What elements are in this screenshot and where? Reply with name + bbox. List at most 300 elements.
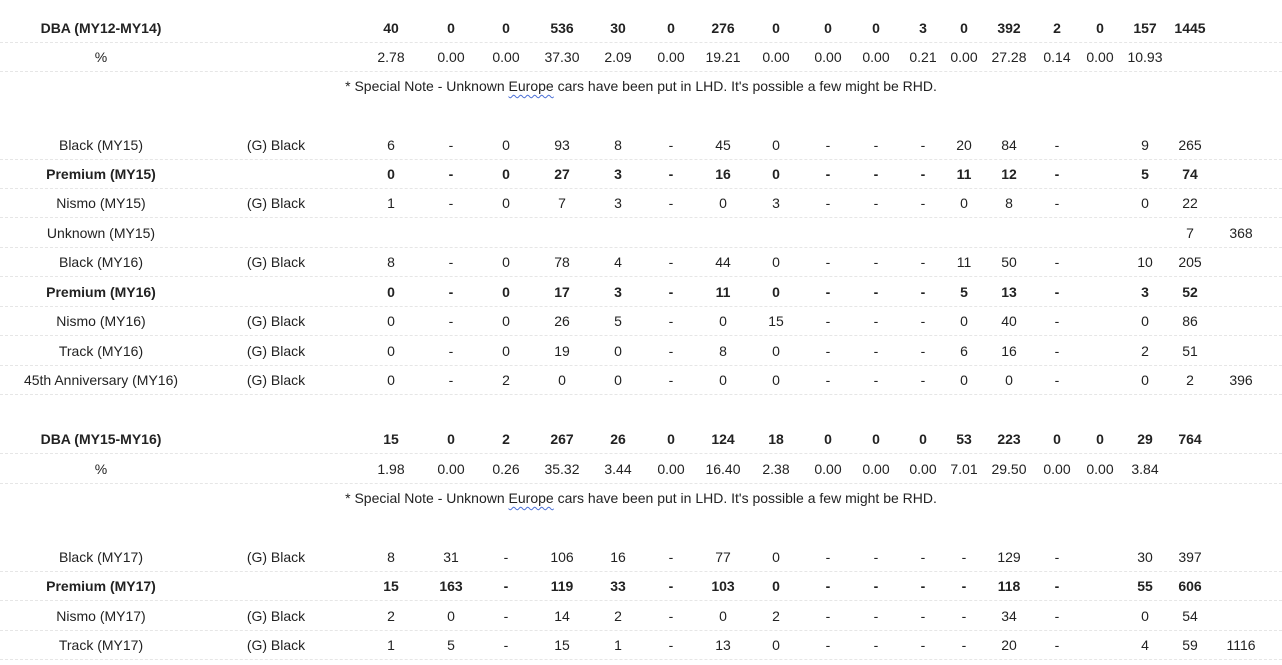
table-cell[interactable]: -: [825, 372, 831, 388]
table-cell[interactable]: 26: [554, 313, 570, 329]
table-cell[interactable]: 0: [772, 343, 780, 359]
table-cell[interactable]: [1216, 160, 1266, 189]
table-cell[interactable]: -: [825, 313, 831, 329]
table-cell[interactable]: 0: [387, 372, 395, 388]
table-cell[interactable]: 8: [1005, 195, 1013, 211]
table-cell[interactable]: 11: [956, 166, 972, 182]
table-cell[interactable]: 16.40: [705, 461, 741, 477]
table-cell[interactable]: Track (MY17): [58, 637, 144, 653]
table-cell[interactable]: 0: [1096, 20, 1104, 36]
table-cell[interactable]: -: [873, 549, 879, 565]
table-cell[interactable]: 0: [447, 608, 455, 624]
table-cell[interactable]: 3: [614, 284, 622, 300]
table-cell[interactable]: 51: [1182, 343, 1198, 359]
table-cell[interactable]: [1080, 189, 1120, 218]
table-cell[interactable]: 9: [1141, 137, 1149, 153]
table-cell[interactable]: 0: [772, 254, 780, 270]
table-cell[interactable]: 396: [1229, 372, 1253, 388]
table-cell[interactable]: -: [1054, 372, 1060, 388]
table-cell[interactable]: -: [448, 254, 454, 270]
table-cell[interactable]: 0: [960, 20, 968, 36]
table-cell[interactable]: 0: [719, 372, 727, 388]
table-cell[interactable]: -: [920, 284, 926, 300]
table-cell[interactable]: 124: [711, 431, 735, 447]
table-cell[interactable]: 368: [1229, 225, 1253, 241]
table-cell[interactable]: -: [503, 578, 509, 594]
table-cell[interactable]: 0.00: [1086, 49, 1114, 65]
table-cell[interactable]: -: [448, 372, 454, 388]
table-cell[interactable]: -: [873, 608, 879, 624]
table-cell[interactable]: 35.32: [544, 461, 580, 477]
table-cell[interactable]: 0.00: [909, 461, 937, 477]
table-cell[interactable]: (G) Black: [246, 137, 306, 153]
table-cell[interactable]: -: [825, 254, 831, 270]
table-cell[interactable]: (G) Black: [246, 372, 306, 388]
table-cell[interactable]: -: [873, 372, 879, 388]
table-cell[interactable]: [221, 160, 331, 189]
table-cell[interactable]: 764: [1178, 431, 1202, 447]
table-cell[interactable]: -: [920, 637, 926, 653]
table-cell[interactable]: 1116: [1226, 637, 1256, 653]
table-cell[interactable]: 0: [614, 372, 622, 388]
table-cell[interactable]: -: [668, 637, 674, 653]
table-cell[interactable]: 0: [719, 195, 727, 211]
table-cell[interactable]: 13: [715, 637, 731, 653]
table-cell[interactable]: 3.84: [1131, 461, 1159, 477]
table-cell[interactable]: 0: [772, 549, 780, 565]
table-cell[interactable]: [853, 219, 899, 248]
table-cell[interactable]: 0: [502, 254, 510, 270]
table-cell[interactable]: Nismo (MY17): [56, 608, 146, 624]
table-cell[interactable]: -: [448, 166, 454, 182]
table-cell[interactable]: 0: [1053, 431, 1061, 447]
table-cell[interactable]: [1216, 14, 1266, 43]
table-cell[interactable]: 77: [715, 549, 731, 565]
table-cell[interactable]: 2: [502, 431, 510, 447]
table-cell[interactable]: -: [448, 284, 454, 300]
table-cell[interactable]: 3: [919, 20, 927, 36]
table-cell[interactable]: 7: [1186, 225, 1194, 241]
table-cell[interactable]: 606: [1178, 578, 1202, 594]
table-cell[interactable]: -: [448, 313, 454, 329]
table-cell[interactable]: 0: [772, 372, 780, 388]
table-cell[interactable]: -: [1054, 166, 1060, 182]
table-cell[interactable]: 392: [997, 20, 1021, 36]
table-cell[interactable]: 163: [439, 578, 463, 594]
table-cell[interactable]: 8: [387, 254, 395, 270]
table-cell[interactable]: 0.00: [1043, 461, 1071, 477]
table-cell[interactable]: 0.00: [437, 461, 465, 477]
table-cell[interactable]: 0: [1141, 608, 1149, 624]
table-cell[interactable]: 0: [502, 284, 510, 300]
table-cell[interactable]: 8: [719, 343, 727, 359]
table-cell[interactable]: 0: [919, 431, 927, 447]
table-cell[interactable]: 44: [715, 254, 731, 270]
table-cell[interactable]: 27: [554, 166, 570, 182]
table-cell[interactable]: 0: [502, 137, 510, 153]
table-cell[interactable]: 0: [614, 343, 622, 359]
table-cell[interactable]: 15: [554, 637, 570, 653]
table-cell[interactable]: -: [873, 343, 879, 359]
table-cell[interactable]: -: [920, 313, 926, 329]
table-cell[interactable]: [805, 219, 851, 248]
table-cell[interactable]: 84: [1001, 137, 1017, 153]
table-cell[interactable]: [1080, 131, 1120, 160]
table-cell[interactable]: 6: [387, 137, 395, 153]
table-cell[interactable]: 5: [960, 284, 968, 300]
table-cell[interactable]: 31: [443, 549, 459, 565]
table-cell[interactable]: [221, 14, 331, 43]
table-cell[interactable]: -: [825, 195, 831, 211]
table-cell[interactable]: 1: [614, 637, 622, 653]
table-cell[interactable]: [221, 278, 331, 307]
table-cell[interactable]: 0: [1141, 313, 1149, 329]
table-cell[interactable]: 0: [872, 20, 880, 36]
table-cell[interactable]: -: [1054, 549, 1060, 565]
table-cell[interactable]: 0: [387, 166, 395, 182]
table-cell[interactable]: (G) Black: [246, 637, 306, 653]
table-cell[interactable]: -: [1054, 137, 1060, 153]
table-cell[interactable]: [1168, 455, 1212, 484]
table-cell[interactable]: 15: [768, 313, 784, 329]
table-cell[interactable]: 16: [715, 166, 731, 182]
table-cell[interactable]: -: [920, 137, 926, 153]
table-cell[interactable]: -: [825, 637, 831, 653]
table-cell[interactable]: [1080, 307, 1120, 336]
table-cell[interactable]: -: [668, 313, 674, 329]
table-cell[interactable]: 119: [550, 578, 574, 594]
table-cell[interactable]: Unknown (MY15): [46, 225, 156, 241]
table-cell[interactable]: Nismo (MY15): [56, 195, 146, 211]
table-cell[interactable]: 0: [772, 578, 780, 594]
table-cell[interactable]: [1216, 131, 1266, 160]
table-cell[interactable]: %: [94, 461, 108, 477]
table-cell[interactable]: -: [668, 608, 674, 624]
table-cell[interactable]: 1: [387, 637, 395, 653]
table-cell[interactable]: [481, 219, 531, 248]
table-cell[interactable]: [1122, 219, 1168, 248]
table-cell[interactable]: 27.28: [991, 49, 1027, 65]
table-cell[interactable]: 34: [1001, 608, 1017, 624]
table-cell[interactable]: -: [920, 608, 926, 624]
table-cell[interactable]: DBA (MY12-MY14): [40, 20, 162, 36]
table-cell[interactable]: [944, 219, 984, 248]
table-cell[interactable]: 0: [447, 431, 455, 447]
table-cell[interactable]: 15: [383, 578, 399, 594]
table-cell[interactable]: 18: [768, 431, 784, 447]
table-cell[interactable]: 129: [997, 549, 1021, 565]
table-cell[interactable]: 12: [1001, 166, 1017, 182]
table-cell[interactable]: [1080, 219, 1120, 248]
table-cell[interactable]: 93: [554, 137, 570, 153]
table-cell[interactable]: 7.01: [950, 461, 978, 477]
table-cell[interactable]: 13: [1001, 284, 1017, 300]
table-cell[interactable]: (G) Black: [246, 195, 306, 211]
table-cell[interactable]: -: [873, 195, 879, 211]
table-cell[interactable]: [1080, 602, 1120, 631]
table-cell[interactable]: -: [873, 166, 879, 182]
table-cell[interactable]: 0.00: [862, 461, 890, 477]
table-cell[interactable]: 30: [1137, 549, 1153, 565]
table-cell[interactable]: 26: [610, 431, 626, 447]
table-cell[interactable]: 74: [1182, 166, 1198, 182]
table-cell[interactable]: Black (MY16): [58, 254, 144, 270]
table-cell[interactable]: Premium (MY16): [46, 284, 156, 300]
table-cell[interactable]: 14: [554, 608, 570, 624]
table-cell[interactable]: 8: [614, 137, 622, 153]
table-cell[interactable]: 3.44: [604, 461, 632, 477]
table-cell[interactable]: [221, 455, 331, 484]
table-cell[interactable]: -: [873, 637, 879, 653]
table-cell[interactable]: 15: [383, 431, 399, 447]
table-cell[interactable]: 0.26: [492, 461, 520, 477]
table-cell[interactable]: [986, 219, 1032, 248]
table-cell[interactable]: -: [920, 549, 926, 565]
table-cell[interactable]: 0.14: [1043, 49, 1071, 65]
table-cell[interactable]: -: [668, 166, 674, 182]
table-cell[interactable]: [1216, 425, 1266, 454]
table-cell[interactable]: -: [1054, 343, 1060, 359]
table-cell[interactable]: 397: [1178, 549, 1202, 565]
table-cell[interactable]: -: [668, 254, 674, 270]
table-cell[interactable]: 103: [711, 578, 735, 594]
table-cell[interactable]: [1080, 572, 1120, 601]
table-cell[interactable]: 0.00: [657, 49, 685, 65]
table-cell[interactable]: -: [448, 195, 454, 211]
table-cell[interactable]: 30: [610, 20, 626, 36]
table-cell[interactable]: -: [668, 284, 674, 300]
table-cell[interactable]: Black (MY15): [58, 137, 144, 153]
table-cell[interactable]: -: [1054, 637, 1060, 653]
table-cell[interactable]: -: [825, 166, 831, 182]
table-cell[interactable]: [1216, 543, 1266, 572]
table-cell[interactable]: 0: [667, 20, 675, 36]
table-cell[interactable]: %: [94, 49, 108, 65]
table-cell[interactable]: 0: [558, 372, 566, 388]
table-cell[interactable]: 0: [667, 431, 675, 447]
table-cell[interactable]: 40: [383, 20, 399, 36]
table-cell[interactable]: -: [920, 195, 926, 211]
table-cell[interactable]: 0: [719, 608, 727, 624]
table-cell[interactable]: -: [961, 608, 967, 624]
table-cell[interactable]: -: [873, 313, 879, 329]
table-cell[interactable]: 10: [1137, 254, 1153, 270]
table-cell[interactable]: -: [873, 578, 879, 594]
table-cell[interactable]: 2: [1186, 372, 1194, 388]
table-cell[interactable]: 55: [1137, 578, 1153, 594]
table-cell[interactable]: 3: [614, 195, 622, 211]
table-cell[interactable]: (G) Black: [246, 549, 306, 565]
table-cell[interactable]: [221, 425, 331, 454]
table-cell[interactable]: 0: [1096, 431, 1104, 447]
table-cell[interactable]: 22: [1182, 195, 1198, 211]
table-cell[interactable]: 0: [772, 166, 780, 182]
table-cell[interactable]: 0: [502, 313, 510, 329]
table-cell[interactable]: 2: [1053, 20, 1061, 36]
table-cell[interactable]: -: [920, 578, 926, 594]
table-cell[interactable]: 6: [960, 343, 968, 359]
table-cell[interactable]: -: [825, 578, 831, 594]
table-cell[interactable]: -: [1054, 254, 1060, 270]
special-note[interactable]: [0, 484, 1282, 513]
table-cell[interactable]: -: [873, 254, 879, 270]
table-cell[interactable]: -: [920, 166, 926, 182]
table-cell[interactable]: 0.00: [762, 49, 790, 65]
table-cell[interactable]: -: [668, 372, 674, 388]
table-cell[interactable]: -: [448, 137, 454, 153]
table-cell[interactable]: 2.78: [377, 49, 405, 65]
table-cell[interactable]: 0: [387, 284, 395, 300]
table-cell[interactable]: [1216, 189, 1266, 218]
table-cell[interactable]: [1080, 543, 1120, 572]
table-cell[interactable]: [1216, 43, 1266, 72]
table-cell[interactable]: [537, 219, 587, 248]
table-cell[interactable]: 2: [772, 608, 780, 624]
table-cell[interactable]: 7: [558, 195, 566, 211]
table-cell[interactable]: 0: [719, 313, 727, 329]
table-cell[interactable]: 8: [387, 549, 395, 565]
table-cell[interactable]: 2.38: [762, 461, 790, 477]
table-cell[interactable]: -: [961, 578, 967, 594]
table-cell[interactable]: 267: [550, 431, 574, 447]
table-cell[interactable]: 45th Anniversary (MY16): [23, 372, 179, 388]
table-cell[interactable]: 10.93: [1127, 49, 1163, 65]
table-cell[interactable]: 29: [1137, 431, 1153, 447]
table-cell[interactable]: -: [920, 254, 926, 270]
table-cell[interactable]: 29.50: [991, 461, 1027, 477]
table-cell[interactable]: 59: [1182, 637, 1198, 653]
table-cell[interactable]: 0: [772, 20, 780, 36]
table-cell[interactable]: -: [873, 284, 879, 300]
table-cell[interactable]: [1216, 278, 1266, 307]
table-cell[interactable]: 157: [1133, 20, 1157, 36]
table-cell[interactable]: 3: [1141, 284, 1149, 300]
table-cell[interactable]: 0: [960, 372, 968, 388]
table-cell[interactable]: 0: [960, 195, 968, 211]
table-cell[interactable]: 33: [610, 578, 626, 594]
table-cell[interactable]: -: [825, 343, 831, 359]
table-cell[interactable]: [1216, 602, 1266, 631]
table-cell[interactable]: -: [825, 284, 831, 300]
table-cell[interactable]: DBA (MY15-MY16): [40, 431, 162, 447]
table-cell[interactable]: -: [961, 637, 967, 653]
table-cell[interactable]: [1168, 43, 1212, 72]
table-cell[interactable]: -: [825, 549, 831, 565]
table-cell[interactable]: [1080, 337, 1120, 366]
table-cell[interactable]: 2: [614, 608, 622, 624]
table-cell[interactable]: [1216, 248, 1266, 277]
table-cell[interactable]: [698, 219, 748, 248]
table-cell[interactable]: 0.00: [437, 49, 465, 65]
table-cell[interactable]: 5: [447, 637, 455, 653]
table-cell[interactable]: -: [1054, 608, 1060, 624]
table-cell[interactable]: 2.09: [604, 49, 632, 65]
table-cell[interactable]: 16: [1001, 343, 1017, 359]
table-cell[interactable]: 19.21: [705, 49, 741, 65]
table-cell[interactable]: (G) Black: [246, 608, 306, 624]
table-cell[interactable]: [1216, 455, 1266, 484]
table-cell[interactable]: [366, 219, 416, 248]
table-cell[interactable]: 0: [387, 343, 395, 359]
table-cell[interactable]: Black (MY17): [58, 549, 144, 565]
table-cell[interactable]: 0.00: [814, 49, 842, 65]
table-cell[interactable]: 265: [1178, 137, 1202, 153]
table-cell[interactable]: 0.00: [950, 49, 978, 65]
table-cell[interactable]: -: [1054, 284, 1060, 300]
table-cell[interactable]: 0: [872, 431, 880, 447]
table-cell[interactable]: -: [668, 343, 674, 359]
table-cell[interactable]: 52: [1182, 284, 1198, 300]
table-cell[interactable]: -: [1054, 195, 1060, 211]
table-cell[interactable]: [1080, 248, 1120, 277]
table-cell[interactable]: 1445: [1174, 20, 1206, 36]
table-cell[interactable]: 20: [1001, 637, 1017, 653]
table-cell[interactable]: Track (MY16): [58, 343, 144, 359]
table-cell[interactable]: Nismo (MY16): [56, 313, 146, 329]
table-cell[interactable]: -: [668, 137, 674, 153]
table-cell[interactable]: Premium (MY15): [46, 166, 156, 182]
table-cell[interactable]: 0: [960, 313, 968, 329]
table-cell[interactable]: (G) Black: [246, 313, 306, 329]
table-cell[interactable]: 0: [387, 313, 395, 329]
table-cell[interactable]: -: [448, 343, 454, 359]
table-cell[interactable]: -: [825, 137, 831, 153]
table-cell[interactable]: 276: [711, 20, 735, 36]
table-cell[interactable]: [1080, 278, 1120, 307]
table-cell[interactable]: [1035, 219, 1079, 248]
table-cell[interactable]: 118: [997, 578, 1021, 594]
table-cell[interactable]: -: [668, 195, 674, 211]
table-cell[interactable]: 19: [554, 343, 570, 359]
table-cell[interactable]: 0: [502, 166, 510, 182]
table-cell[interactable]: 45: [715, 137, 731, 153]
table-cell[interactable]: 0: [772, 284, 780, 300]
table-cell[interactable]: -: [920, 343, 926, 359]
table-cell[interactable]: 54: [1182, 608, 1198, 624]
table-cell[interactable]: 0: [1141, 372, 1149, 388]
table-cell[interactable]: 1: [387, 195, 395, 211]
table-cell[interactable]: 86: [1182, 313, 1198, 329]
table-cell[interactable]: 2: [1141, 343, 1149, 359]
table-cell[interactable]: -: [503, 608, 509, 624]
table-cell[interactable]: 3: [772, 195, 780, 211]
table-cell[interactable]: 2: [502, 372, 510, 388]
table-cell[interactable]: 0: [1005, 372, 1013, 388]
table-cell[interactable]: 0: [824, 20, 832, 36]
table-cell[interactable]: 40: [1001, 313, 1017, 329]
table-cell[interactable]: 2: [387, 608, 395, 624]
table-cell[interactable]: 4: [614, 254, 622, 270]
table-cell[interactable]: -: [825, 608, 831, 624]
table-cell[interactable]: [646, 219, 696, 248]
table-cell[interactable]: [221, 219, 331, 248]
table-cell[interactable]: [1216, 337, 1266, 366]
table-cell[interactable]: -: [873, 137, 879, 153]
table-cell[interactable]: [1080, 631, 1120, 660]
table-cell[interactable]: 16: [610, 549, 626, 565]
table-cell[interactable]: 11: [956, 254, 972, 270]
table-cell[interactable]: 0: [447, 20, 455, 36]
table-cell[interactable]: 50: [1001, 254, 1017, 270]
table-cell[interactable]: 0.00: [492, 49, 520, 65]
table-cell[interactable]: [1080, 160, 1120, 189]
table-cell[interactable]: 20: [956, 137, 972, 153]
table-cell[interactable]: -: [503, 637, 509, 653]
table-cell[interactable]: -: [668, 578, 674, 594]
table-cell[interactable]: [426, 219, 476, 248]
table-cell[interactable]: 5: [614, 313, 622, 329]
table-cell[interactable]: 536: [550, 20, 574, 36]
